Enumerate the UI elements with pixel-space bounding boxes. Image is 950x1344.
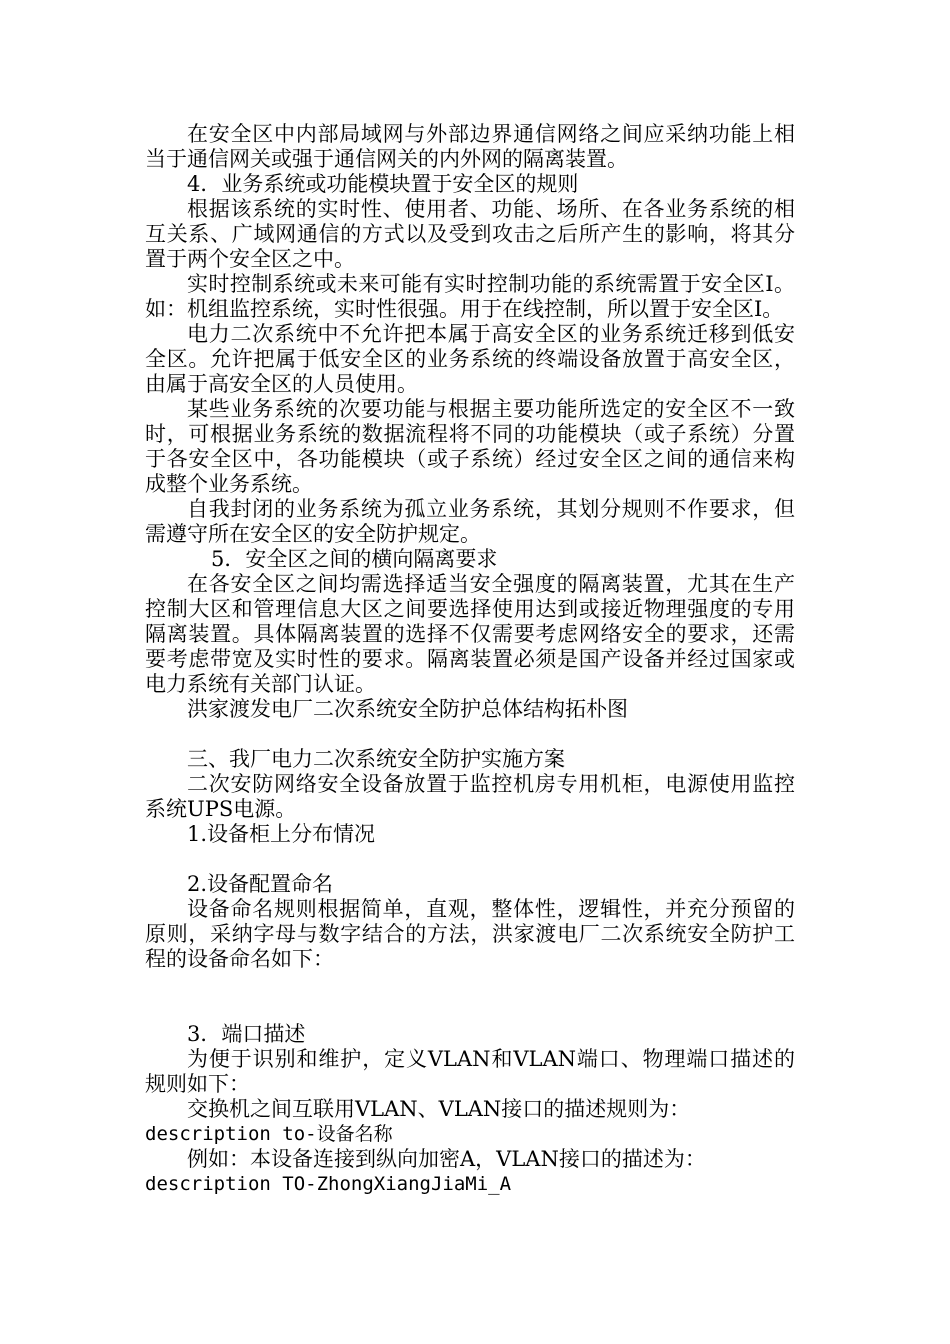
paragraph-switch-interconnect: 交换机之间互联用VLAN、VLAN接口的描述规则为： (187, 1097, 691, 1121)
paragraph-cabinet-power: 二次安防网络安全设备放置于监控机房专用机柜，电源使用监控系统UPS电源。 (145, 772, 795, 821)
heading-implementation-plan: 三、我厂电力二次系统安全防护实施方案 (187, 747, 565, 771)
paragraph-naming-rules: 设备命名规则根据简单，直观，整体性，逻辑性，并充分预留的原则，采纳字母与数字结合的方法，洪家渡电厂二次系统安全防护工程的设备命名如下： (145, 897, 795, 971)
heading-port-description: 3．端口描述 (187, 1022, 306, 1046)
heading-horizontal-isolation: 5．安全区之间的横向隔离要求 (211, 547, 498, 571)
heading-business-system-rules: 4．业务系统或功能模块置于安全区的规则 (187, 172, 579, 196)
spacer (145, 847, 795, 872)
paragraph-isolated-systems: 自我封闭的业务系统为孤立业务系统，其划分规则不作要求，但需遵守所在安全区的安全防护规定。 (145, 497, 795, 546)
document-body (145, 122, 795, 1197)
spacer (145, 972, 795, 1022)
paragraph-zone-assignment: 根据该系统的实时性、使用者、功能、场所、在各业务系统的相互关系、广域网通信的方式以及受到攻击之后所产生的影响，将其分置于两个安全区之中。 (145, 197, 795, 271)
paragraph-isolation-requirements: 在各安全区之间均需选择适当安全强度的隔离装置，尤其在生产控制大区和管理信息大区之间要选择使用达到或接近物理强度的专用隔离装置。具体隔离装置的选择不仅需要考虑网络安全的要求，还需要考虑带宽及实时性的要求。隔离装置必须是国产设备并经过国家或电力系统有关部门认证。 (145, 572, 795, 696)
paragraph-realtime-control: 实时控制系统或未来可能有实时控制功能的系统需置于安全区Ⅰ。如：机组监控系统，实时性很强。用于在线控制，所以置于安全区Ⅰ。 (145, 272, 795, 321)
spacer (145, 722, 795, 747)
paragraph-vlan-rules: 为便于识别和维护，定义VLAN和VLAN端口、物理端口描述的规则如下： (145, 1047, 795, 1096)
heading-cabinet-layout: 1.设备柜上分布情况 (187, 822, 376, 846)
code-description-rule: description to-设备名称 (145, 1123, 393, 1145)
paragraph-example: 例如：本设备连接到纵向加密A，VLAN接口的描述为： (187, 1147, 706, 1171)
heading-device-naming: 2.设备配置命名 (187, 872, 334, 896)
paragraph-isolation-device: 在安全区中内部局域网与外部边界通信网络之间应采纳功能上相当于通信网关或强于通信网关的内外网的隔离装置。 (145, 122, 795, 171)
figure-caption-topology: 洪家渡发电厂二次系统安全防护总体结构拓朴图 (187, 697, 628, 721)
code-description-example: description TO-ZhongXiangJiaMi_A (145, 1173, 512, 1195)
paragraph-migration-rule: 电力二次系统中不允许把本属于高安全区的业务系统迁移到低安全区。允许把属于低安全区的业务系统的终端设备放置于高安全区，由属于高安全区的人员使用。 (145, 322, 795, 396)
paragraph-function-modules: 某些业务系统的次要功能与根据主要功能所选定的安全区不一致时，可根据业务系统的数据流程将不同的功能模块（或子系统）分置于各安全区中，各功能模块（或子系统）经过安全区之间的通信来构成整个业务系统。 (145, 397, 795, 496)
